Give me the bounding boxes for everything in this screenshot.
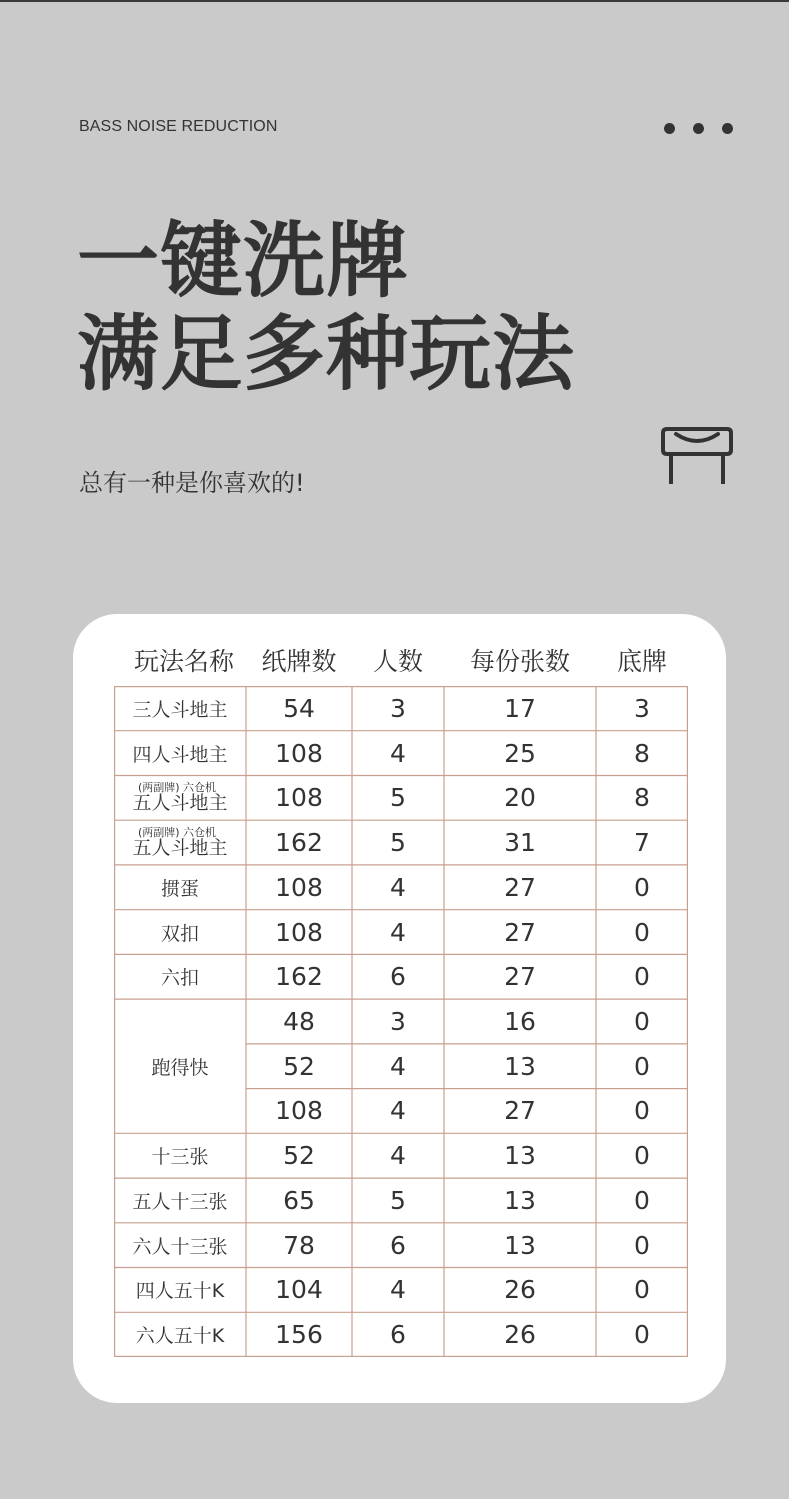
cell-game-note: (两副牌) 六仓机 <box>137 781 217 795</box>
cell-per-hand: 13 <box>504 1185 536 1215</box>
cell-game-name: 六人十三张 <box>132 1235 228 1258</box>
table-header-row <box>114 640 688 684</box>
cell-card-count: 108 <box>275 1096 323 1126</box>
header-game-name: 玩法名称 <box>133 647 234 676</box>
cell-players: 4 <box>390 1141 406 1171</box>
cell-card-count: 162 <box>275 828 323 858</box>
dots-menu-icon[interactable] <box>664 123 733 134</box>
header-bottom-cards: 底牌 <box>616 647 667 676</box>
cell-card-count: 78 <box>283 1230 315 1260</box>
cell-card-count: 108 <box>275 738 323 768</box>
cell-players: 4 <box>390 738 406 768</box>
cell-card-count: 108 <box>275 917 323 947</box>
menu-dot <box>664 123 675 134</box>
top-divider <box>0 0 789 2</box>
cell-game-name <box>114 775 246 820</box>
cell-bottom-cards: 0 <box>634 1230 650 1260</box>
cell-bottom-cards: 0 <box>634 1096 650 1126</box>
cell-bottom-cards: 0 <box>634 962 650 992</box>
cell-game-name <box>114 820 246 865</box>
cell-per-hand: 26 <box>504 1275 536 1305</box>
cell-players: 3 <box>390 1006 406 1036</box>
cell-card-count: 65 <box>283 1185 315 1215</box>
cell-per-hand: 27 <box>504 1096 536 1126</box>
cell-card-count: 108 <box>275 783 323 813</box>
cell-bottom-cards: 3 <box>634 693 650 723</box>
cell-per-hand: 27 <box>504 962 536 992</box>
cell-game-name: 跑得快 <box>151 1056 209 1079</box>
cell-card-count: 108 <box>275 872 323 902</box>
brand-label: BASS NOISE REDUCTION <box>79 118 278 135</box>
cell-card-count: 104 <box>275 1275 323 1305</box>
cell-bottom-cards: 8 <box>634 738 650 768</box>
menu-dot <box>722 123 733 134</box>
cell-game-name: 六人五十K <box>135 1325 225 1348</box>
cell-game-name: 双扣 <box>160 922 199 945</box>
cell-card-count: 54 <box>283 693 315 723</box>
cell-per-hand: 31 <box>504 828 536 858</box>
cell-game-name: 四人斗地主 <box>132 743 228 766</box>
cell-bottom-cards: 0 <box>634 1185 650 1215</box>
cell-bottom-cards: 0 <box>634 872 650 902</box>
cell-per-hand: 13 <box>504 1230 536 1260</box>
cell-game-name: 掼蛋 <box>160 877 199 900</box>
cell-game-title: 五人斗地主 <box>132 837 228 860</box>
cell-game-name: 十三张 <box>151 1146 209 1169</box>
cell-per-hand: 13 <box>504 1141 536 1171</box>
cell-card-count: 162 <box>275 962 323 992</box>
cell-players: 6 <box>390 962 406 992</box>
cell-per-hand: 25 <box>504 738 536 768</box>
cell-game-name: 四人五十K <box>135 1280 225 1303</box>
cell-per-hand: 26 <box>504 1320 536 1350</box>
subtitle: 总有一种是你喜欢的! <box>79 469 305 497</box>
cell-per-hand: 27 <box>504 917 536 947</box>
cell-players: 6 <box>390 1320 406 1350</box>
cell-players: 5 <box>390 828 406 858</box>
cell-game-name: 六扣 <box>160 967 199 990</box>
cell-per-hand: 27 <box>504 872 536 902</box>
card-shuffler-icon <box>661 422 733 486</box>
header-card-count: 纸牌数 <box>261 647 337 676</box>
cell-players: 4 <box>390 1051 406 1081</box>
cell-card-count: 156 <box>275 1320 323 1350</box>
cell-game-note: (两副牌) 六仓机 <box>137 826 217 840</box>
cell-bottom-cards: 0 <box>634 1275 650 1305</box>
headline-line-2: 满足多种玩法 <box>77 307 576 402</box>
cell-game-name: 五人十三张 <box>132 1190 228 1213</box>
rules-table <box>114 686 688 1357</box>
cell-players: 4 <box>390 1096 406 1126</box>
cell-bottom-cards: 0 <box>634 1006 650 1036</box>
cell-bottom-cards: 7 <box>634 828 650 858</box>
header-players: 人数 <box>372 647 423 676</box>
cell-bottom-cards: 0 <box>634 1141 650 1171</box>
cell-bottom-cards: 0 <box>634 1320 650 1350</box>
cell-bottom-cards: 0 <box>634 917 650 947</box>
cell-per-hand: 16 <box>504 1006 536 1036</box>
cell-players: 3 <box>390 693 406 723</box>
cell-players: 6 <box>390 1230 406 1260</box>
cell-players: 4 <box>390 1275 406 1305</box>
cell-players: 5 <box>390 783 406 813</box>
cell-game-title: 五人斗地主 <box>132 792 228 815</box>
cell-per-hand: 17 <box>504 693 536 723</box>
cell-card-count: 52 <box>283 1141 315 1171</box>
cell-per-hand: 20 <box>504 783 536 813</box>
cell-per-hand: 13 <box>504 1051 536 1081</box>
cell-players: 4 <box>390 872 406 902</box>
cell-bottom-cards: 8 <box>634 783 650 813</box>
headline-line-1: 一键洗牌 <box>77 214 410 309</box>
cell-card-count: 48 <box>283 1006 315 1036</box>
cell-card-count: 52 <box>283 1051 315 1081</box>
cell-game-name: 三人斗地主 <box>132 698 228 721</box>
header-per-hand: 每份张数 <box>469 647 570 676</box>
menu-dot <box>693 123 704 134</box>
cell-players: 5 <box>390 1185 406 1215</box>
cell-players: 4 <box>390 917 406 947</box>
cell-bottom-cards: 0 <box>634 1051 650 1081</box>
